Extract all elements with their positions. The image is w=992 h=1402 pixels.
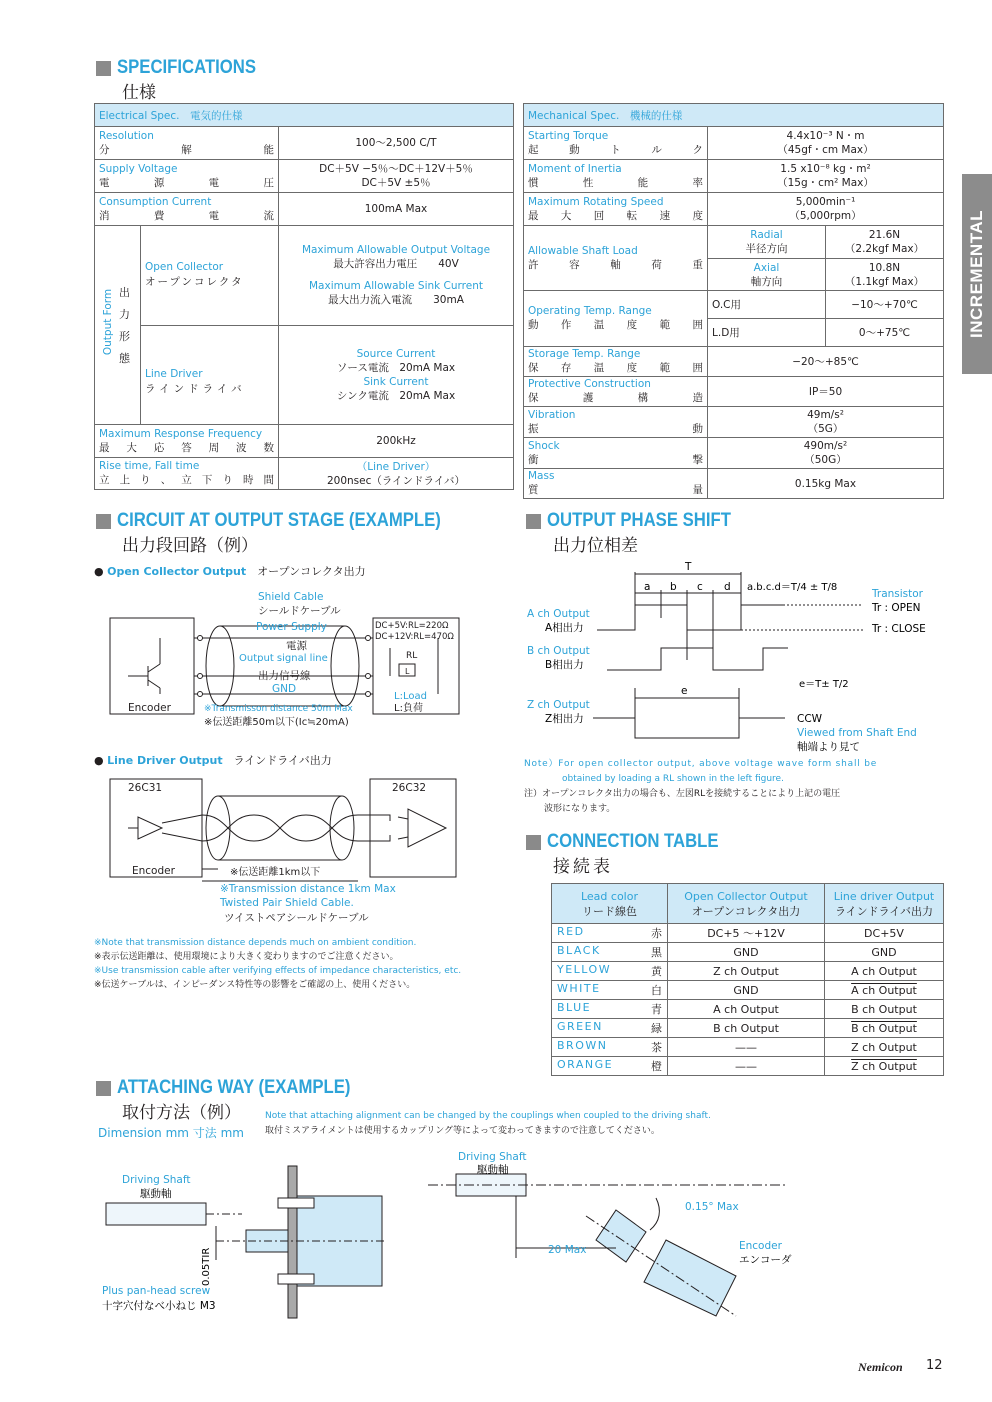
svg-text:Encoder: Encoder	[739, 1240, 782, 1252]
table-row: BROWN 茶 —— Z ch Output	[552, 1038, 944, 1057]
svg-text:Twisted Pair Shield Cable.: Twisted Pair Shield Cable.	[220, 897, 354, 909]
svg-text:DC+5V:RL=220Ω: DC+5V:RL=220Ω	[375, 621, 449, 631]
svg-text:a: a	[644, 581, 651, 593]
svg-text:20 Max: 20 Max	[548, 1244, 587, 1256]
svg-text:CCW: CCW	[797, 713, 823, 725]
incremental-side-tab: INCREMENTAL	[962, 174, 992, 374]
svg-text:※伝送距離50m以下(Ic≒20mA): ※伝送距離50m以下(Ic≒20mA)	[204, 717, 349, 728]
svg-text:L:Load: L:Load	[394, 691, 427, 702]
svg-text:エンコーダ: エンコーダ	[739, 1254, 792, 1266]
svg-text:Driving Shaft: Driving Shaft	[458, 1151, 527, 1163]
phase-section-title: OUTPUT PHASE SHIFT	[526, 510, 756, 532]
svg-text:Viewed from Shaft End: Viewed from Shaft End	[797, 727, 917, 739]
table-row: ORANGE 橙 —— Z ch Output	[552, 1057, 944, 1076]
open-collector-circuit-diagram	[108, 586, 468, 746]
table-row: WHITE 白 GND A ch Output	[552, 981, 944, 1000]
svg-text:シールドケーブル: シールドケーブル	[258, 605, 341, 617]
svg-text:出力信号線: 出力信号線	[258, 670, 311, 682]
svg-text:RL: RL	[406, 651, 418, 661]
svg-text:駆動軸: 駆動軸	[140, 1188, 172, 1200]
svg-text:L:負荷: L:負荷	[394, 703, 423, 714]
circuit-section-subtitle: 出力段回路（例）	[122, 536, 258, 556]
attaching-note: Note that attaching alignment can be changed by the couplings when coupled to the driving shaft. 取付ミスアライメントは使用するカップリング等によって変わってきますので注意してください。	[265, 1111, 711, 1136]
svg-text:0.05TIR: 0.05TIR	[201, 1247, 212, 1286]
svg-text:Encoder: Encoder	[132, 865, 175, 877]
attaching-section-subtitle: 取付方法（例）	[122, 1103, 241, 1123]
svg-text:※Transmisson distance 50m Max: ※Transmisson distance 50m Max	[204, 704, 353, 714]
table-row: GREEN 緑 B ch Output B ch Output	[552, 1019, 944, 1038]
attaching-section-title: ATTACHING WAY (EXAMPLE)	[96, 1077, 382, 1099]
svg-text:Driving Shaft: Driving Shaft	[122, 1174, 191, 1186]
nemicon-logo: Nemicon	[858, 1360, 903, 1374]
svg-text:T: T	[685, 561, 692, 573]
attaching-diagram	[96, 1148, 796, 1323]
mechanical-spec-table: Mechanical Spec. 機械的仕様 Starting Torque 起 動 ト ル ク 4.4x10⁻³ N・m （45gf・cm Max） Moment of Inertia 慣 性 能 率 1.5 x10⁻⁸ kg・m² （15g・cm² Max） Maximum Rotating Speed 最 大 回 転 速 度 5,000min⁻¹ （5,000rpm） Allowable Shaft Load 許 容 軸 荷 重 Radial 半径方向 21.6N （2.2kgf Max） Axial 軸方向 10.8N （1.1kgf Max） Operating Temp. Range 動 作 温 度 範 囲 O.C用 −10〜+70℃ L.D用 0〜+75℃ Storage Temp. Range 保 存 温 度 範 囲 −20〜+85℃ Protective Construction 保 護 構 造 IP＝50 Vibration 振 動 49m/s² （5G） Shock 衝 撃 490m/s² （50G） Mass 質 量 0.15kg Max	[523, 103, 944, 499]
table-row: BLUE 青 A ch Output B ch Output	[552, 1000, 944, 1019]
svg-text:電源: 電源	[286, 640, 307, 652]
svg-text:e＝T± T/2: e＝T± T/2	[799, 679, 849, 690]
svg-text:e: e	[681, 685, 688, 697]
svg-text:Transistor: Transistor	[872, 588, 923, 600]
svg-text:a.b.c.d＝T/4 ± T/8: a.b.c.d＝T/4 ± T/8	[747, 582, 838, 593]
phase-note: Note）For open collector output, above voltage wave form shall be obtained by loading a RL shown in the left figure. 注）オープンコレクタ出力の場合も、左図RLを接続することにより上記の電圧 波形になります。	[524, 759, 878, 814]
svg-text:Plus pan-head screw: Plus pan-head screw	[102, 1285, 211, 1297]
svg-text:d: d	[724, 581, 731, 593]
circuit-section-title: CIRCUIT AT OUTPUT STAGE (EXAMPLE)	[96, 510, 485, 532]
electrical-header: Electrical Spec. 電気的仕様	[95, 104, 514, 127]
svg-text:十字穴付なべ小ねじ M3: 十字穴付なべ小ねじ M3	[102, 1300, 216, 1312]
line-driver-circuit-diagram	[108, 777, 468, 927]
svg-text:b: b	[670, 581, 677, 593]
svg-text:Tr : OPEN: Tr : OPEN	[872, 602, 921, 614]
svg-text:26C32: 26C32	[392, 782, 427, 794]
oc-output-label: ● Open Collector Output オープンコレクタ出力	[94, 565, 366, 578]
svg-text:※伝送距離1km以下: ※伝送距離1km以下	[230, 867, 321, 878]
svg-text:GND: GND	[272, 683, 297, 695]
phase-shift-diagram	[523, 560, 943, 756]
table-row: YELLOW 黄 Z ch Output A ch Output	[552, 962, 944, 981]
svg-text:c: c	[697, 581, 703, 593]
resolution-value: 100〜2,500 C/T	[279, 127, 514, 160]
svg-text:0.15° Max: 0.15° Max	[685, 1201, 739, 1213]
spec-section-subtitle: 仕様	[122, 83, 156, 103]
connection-section-subtitle: 接続表	[553, 857, 613, 877]
spec-section-title: SPECIFICATIONS	[96, 57, 275, 79]
connection-section-title: CONNECTION TABLE	[526, 831, 742, 853]
output-form-label: Output Form 出力形態	[95, 226, 141, 425]
svg-text:L: L	[405, 667, 410, 676]
svg-text:A相出力: A相出力	[545, 622, 584, 634]
svg-text:Shield Cable: Shield Cable	[258, 591, 324, 603]
dimension-label: Dimension mm 寸法 mm	[98, 1126, 244, 1140]
svg-text:B ch Output: B ch Output	[527, 645, 590, 657]
circuit-notes: ※Note that transmission distance depends much on ambient condition. ※表示伝送距離は、使用環境により大きく変わりますのでご注意ください。 ※Use transmission cable after verifying effects of impedance characteristics, etc. ※伝送ケーブルは、インピーダンス特性等の影響をご確認の上、使用ください。	[94, 938, 462, 990]
ld-output-label: ● Line Driver Output ラインドライバ出力	[94, 754, 332, 767]
svg-text:Z相出力: Z相出力	[545, 713, 584, 725]
mechanical-header: Mechanical Spec. 機械的仕様	[524, 104, 944, 127]
svg-text:Tr : CLOSE: Tr : CLOSE	[872, 623, 926, 635]
svg-text:DC+12V:RL=470Ω: DC+12V:RL=470Ω	[375, 632, 454, 642]
svg-text:Encoder: Encoder	[128, 702, 171, 714]
svg-text:軸端より見て: 軸端より見て	[797, 741, 860, 753]
electrical-spec-table: Electrical Spec. 電気的仕様 Resolution 分 解 能 100〜2,500 C/T Supply Voltage 電 源 電 圧 DC＋5V −5％〜DC＋12V＋5％ DC＋5V ±5％ Consumption Current 消 費 電 流 100mA Max Output Form 出力形態 Open Collector オープンコレクタ Maximum Allowable Output Voltage 最大許容出力電圧 40V Maximum Allowable Sink Current 最大出力流入電流 30mA Line Driver ラインドライバ Source Current ソース電流 20mA Max Sink Current シンク電流 20mA Max Maximum Response Frequency 最 大 応 答 周 波 数 200kHz Rise time, Fall time 立 上 り 、 立 下 り 時 間 （Line Driver） 200nsec（ラインドライバ）	[94, 103, 514, 490]
svg-text:ツイストペアシールドケーブル: ツイストペアシールドケーブル	[224, 912, 369, 924]
phase-section-subtitle: 出力位相差	[553, 536, 638, 556]
svg-text:Z ch Output: Z ch Output	[527, 699, 590, 711]
svg-text:B相出力: B相出力	[545, 659, 584, 671]
table-row: RED 赤 DC+5 〜+12V DC+5V	[552, 924, 944, 943]
svg-text:※Transmission distance 1km Max: ※Transmission distance 1km Max	[220, 883, 396, 895]
connection-table: Lead color リード線色 Open Collector Output オープンコレクタ出力 Line driver Output ラインドライバ出力 RED 赤 DC+5 〜+12V DC+5V BLACK 黒 GND GND YELLOW 黄 Z ch Output A ch Output WHITE 白 GND A ch Output BLUE 青 A ch Output B ch Output GREEN 緑 B ch Output B ch Output BROWN 茶 —— Z ch Output ORANGE 橙 —— Z ch Output	[551, 883, 944, 1076]
svg-text:Output signal line: Output signal line	[239, 653, 328, 664]
page-number: 12	[926, 1358, 943, 1373]
svg-text:26C31: 26C31	[128, 782, 163, 794]
svg-text:Power Supply: Power Supply	[256, 621, 327, 633]
svg-text:駆動軸: 駆動軸	[477, 1164, 509, 1176]
svg-text:A ch Output: A ch Output	[527, 608, 590, 620]
table-row: BLACK 黒 GND GND	[552, 943, 944, 962]
